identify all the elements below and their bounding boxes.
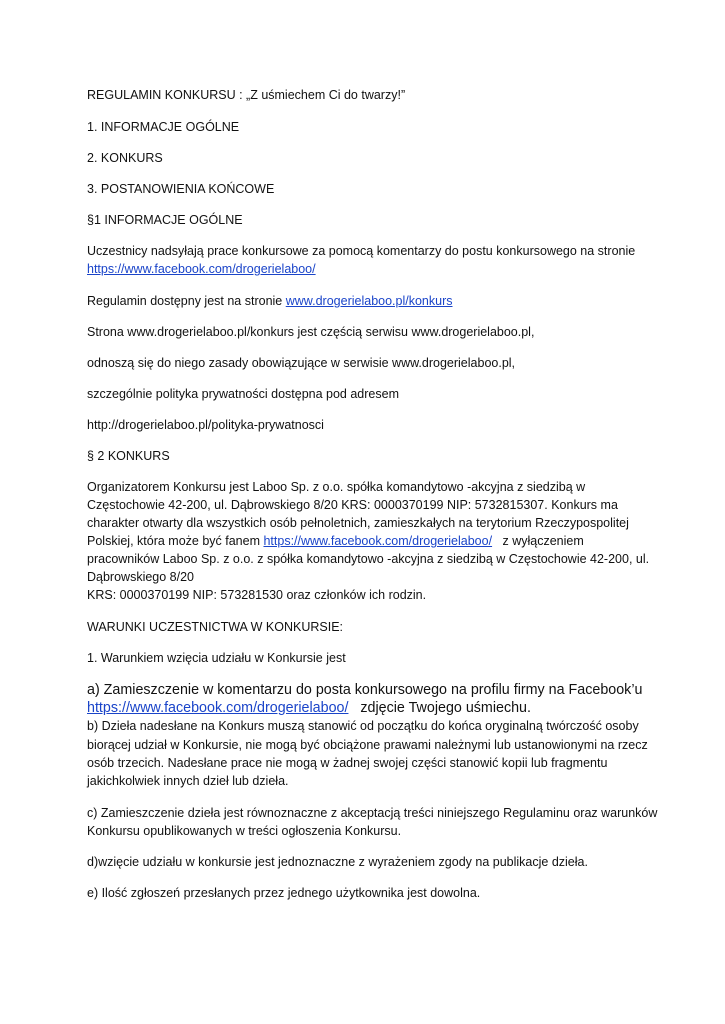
s2-line-1: Organizatorem Konkursu jest Laboo Sp. z o.o. spółka komandytowo -akcyjna z siedzibą w: [87, 480, 586, 494]
s1-paragraph-6: http://drogerielaboo.pl/polityka-prywatnosci: [87, 418, 324, 432]
section-1-heading: §1 INFORMACJE OGÓLNE: [87, 213, 243, 227]
s2-line-6: Dąbrowskiego 8/20: [87, 570, 195, 584]
facebook-link-3[interactable]: https://www.facebook.com/drogerielaboo/: [87, 700, 349, 716]
warunek-b-line-3: osób trzecich. Nadesłane prace nie mogą w żadnej swojej części stanowić kopii lub fragmentu: [87, 756, 608, 770]
s1-fb-link-line: [87, 260, 316, 278]
s2-line-4: [87, 532, 584, 550]
warunek-a-line-2: [87, 699, 531, 717]
warunek-c-line-2: Konkursu opublikowanych w treści ogłoszenia Konkursu.: [87, 824, 402, 838]
warunek-a-line-1: a) Zamieszczenie w komentarzu do posta konkursowego na profilu firmy na Facebook’u: [87, 682, 643, 698]
s2-line-3: charakter otwarty dla wszystkich osób pełnoletnich, zamieszkałych na terytorium Rzeczypospolitej: [87, 516, 629, 530]
warunek-b-line-2: biorącej udział w Konkursie, nie mogą być obciążone prawami należnymi lub ustanowionymi na rzecz: [87, 738, 648, 752]
s1-p2-text: Regulamin dostępny jest na stronie: [87, 294, 286, 308]
s2-line-2: Częstochowie 42-200, ul. Dąbrowskiego 8/20 KRS: 0000370199 NIP: 5732815307. Konkurs ma: [87, 498, 618, 512]
document-title: REGULAMIN KONKURSU : „Z uśmiechem Ci do twarzy!”: [87, 88, 406, 102]
warunki-1: 1. Warunkiem wzięcia udziału w Konkursie jest: [87, 651, 346, 665]
warunek-e: e) Ilość zgłoszeń przesłanych przez jednego użytkownika jest dowolna.: [87, 886, 481, 900]
s2-line-7: KRS: 0000370199 NIP: 573281530 oraz członków ich rodzin.: [87, 588, 427, 602]
warunek-a-after: zdjęcie Twojego uśmiechu.: [348, 700, 531, 716]
section-2-heading: § 2 KONKURS: [87, 449, 170, 463]
s2-line-5: pracowników Laboo Sp. z o.o. z spółka komandytowo -akcyjna z siedzibą w Częstochowie 42-200, ul.: [87, 552, 650, 566]
warunek-b-line-1: b) Dzieła nadesłane na Konkurs muszą stanowić od początku do końca oryginalną twórczość osoby: [87, 719, 639, 733]
s2-line-4-after: z wyłączeniem: [492, 534, 584, 548]
facebook-link-2[interactable]: https://www.facebook.com/drogerielaboo/: [263, 534, 493, 548]
s2-line-4-text: Polskiej, która może być fanem: [87, 534, 264, 548]
s1-paragraph-5: szczególnie polityka prywatności dostępna pod adresem: [87, 387, 399, 401]
warunek-d: d)wzięcie udziału w konkursie jest jednoznaczne z wyrażeniem zgody na publikacje dzieła.: [87, 855, 588, 869]
facebook-link[interactable]: https://www.facebook.com/drogerielaboo/: [87, 262, 316, 276]
warunki-heading: WARUNKI UCZESTNICTWA W KONKURSIE:: [87, 620, 344, 634]
s1-paragraph-2: [87, 292, 453, 310]
warunek-b-line-4: jakichkolwiek innych dzieł lub dzieła.: [87, 774, 289, 788]
toc-item-1: 1. INFORMACJE OGÓLNE: [87, 120, 240, 134]
toc-item-3: 3. POSTANOWIENIA KOŃCOWE: [87, 182, 275, 196]
s1-paragraph-1: Uczestnicy nadsyłają prace konkursowe za pomocą komentarzy do postu konkursowego na stronie: [87, 244, 636, 258]
s1-paragraph-4: odnoszą się do niego zasady obowiązujące w serwisie www.drogerielaboo.pl,: [87, 356, 516, 370]
toc-item-2: 2. KONKURS: [87, 151, 163, 165]
warunek-c-line-1: c) Zamieszczenie dzieła jest równoznaczne z akceptacją treści niniejszego Regulaminu oraz warunków: [87, 806, 658, 820]
konkurs-link[interactable]: www.drogerielaboo.pl/konkurs: [285, 294, 453, 308]
s1-paragraph-3: Strona www.drogerielaboo.pl/konkurs jest częścią serwisu www.drogerielaboo.pl,: [87, 325, 535, 339]
